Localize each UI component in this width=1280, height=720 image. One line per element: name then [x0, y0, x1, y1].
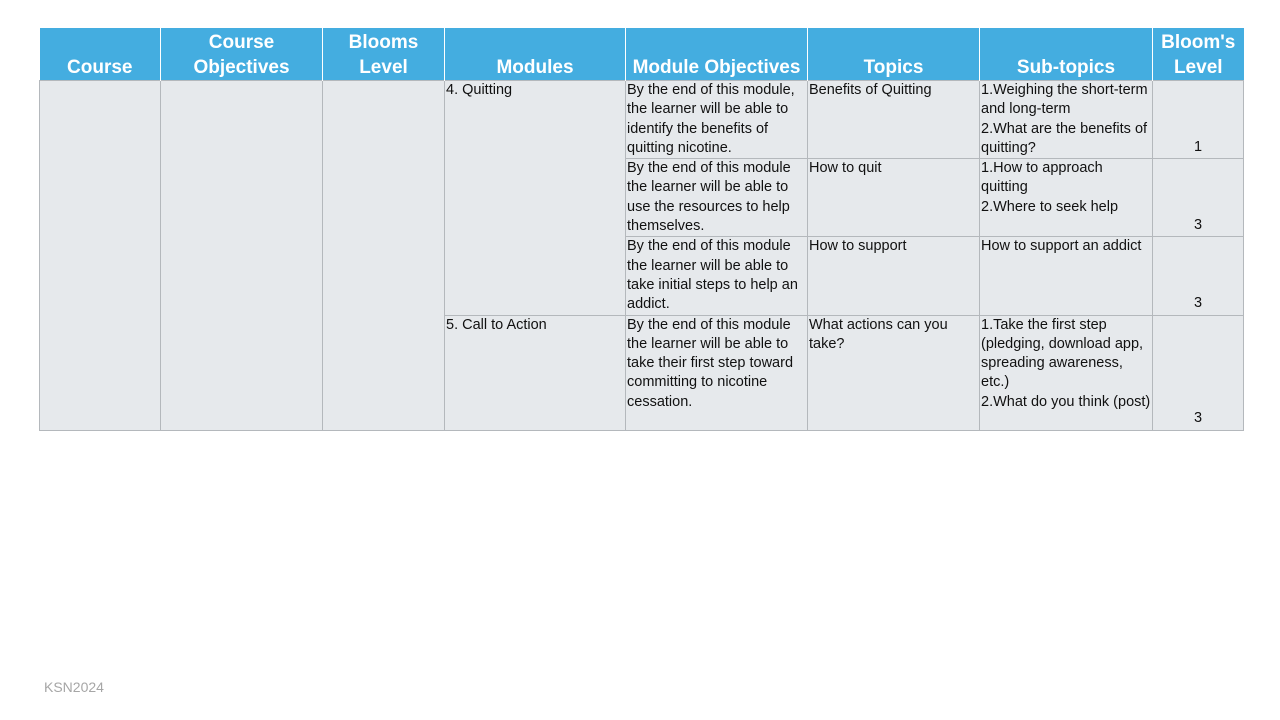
course-cell — [40, 81, 161, 431]
subtopics-cell — [980, 159, 1153, 237]
header-course-objectives: Course Objectives — [161, 28, 323, 81]
subtopic-line: 2.What are the benefits of quitting? — [981, 120, 1148, 156]
blooms-level-cell — [323, 81, 445, 431]
subtopic-line: 1.Take the first step (pledging, download app, spreading awareness, etc.) — [981, 316, 1144, 391]
topic-cell: What actions can you take? — [808, 315, 980, 430]
footer-label: KSN2024 — [44, 679, 104, 695]
module-objective-cell: By the end of this module the learner will be able to use the resources to help themselves. — [626, 159, 808, 237]
module-objective-cell: By the end of this module the learner will be able to take initial steps to help an addict. — [626, 237, 808, 315]
course-objectives-cell — [161, 81, 323, 431]
module-objective-cell: By the end of this module the learner will be able to take their first step toward committing to nicotine cessation. — [626, 315, 808, 430]
topic-cell: Benefits of Quitting — [808, 81, 980, 159]
module-objective-cell: By the end of this module, the learner will be able to identify the benefits of quitting nicotine. — [626, 81, 808, 159]
topic-cell: How to support — [808, 237, 980, 315]
subtopics-cell — [980, 237, 1153, 315]
level-cell: 1 — [1153, 81, 1244, 159]
topic-cell: How to quit — [808, 159, 980, 237]
header-course: Course — [40, 28, 161, 81]
header-row — [40, 28, 1244, 81]
level-cell: 3 — [1153, 237, 1244, 315]
header-sub-topics: Sub-topics — [980, 28, 1153, 81]
header-topics: Topics — [808, 28, 980, 81]
module-cell: 4. Quitting — [445, 81, 626, 316]
level-cell: 3 — [1153, 315, 1244, 430]
subtopics-cell — [980, 81, 1153, 159]
curriculum-table — [39, 28, 1244, 431]
subtopic-line: How to support an addict — [981, 238, 1142, 255]
header-module-objectives: Module Objectives — [626, 28, 808, 81]
table-row — [40, 81, 1244, 159]
subtopic-line: 2.What do you think (post) — [981, 393, 1151, 410]
header-blooms-level-2: Bloom's Level — [1153, 28, 1244, 81]
header-blooms-level: Blooms Level — [323, 28, 445, 81]
header-modules: Modules — [445, 28, 626, 81]
level-cell: 3 — [1153, 159, 1244, 237]
subtopic-line: 2.Where to seek help — [981, 198, 1119, 215]
subtopic-line: 1.How to approach quitting — [981, 160, 1103, 196]
subtopics-cell — [980, 315, 1153, 430]
subtopic-line: 1.Weighing the short-term and long-term — [981, 82, 1148, 118]
module-cell: 5. Call to Action — [445, 315, 626, 430]
